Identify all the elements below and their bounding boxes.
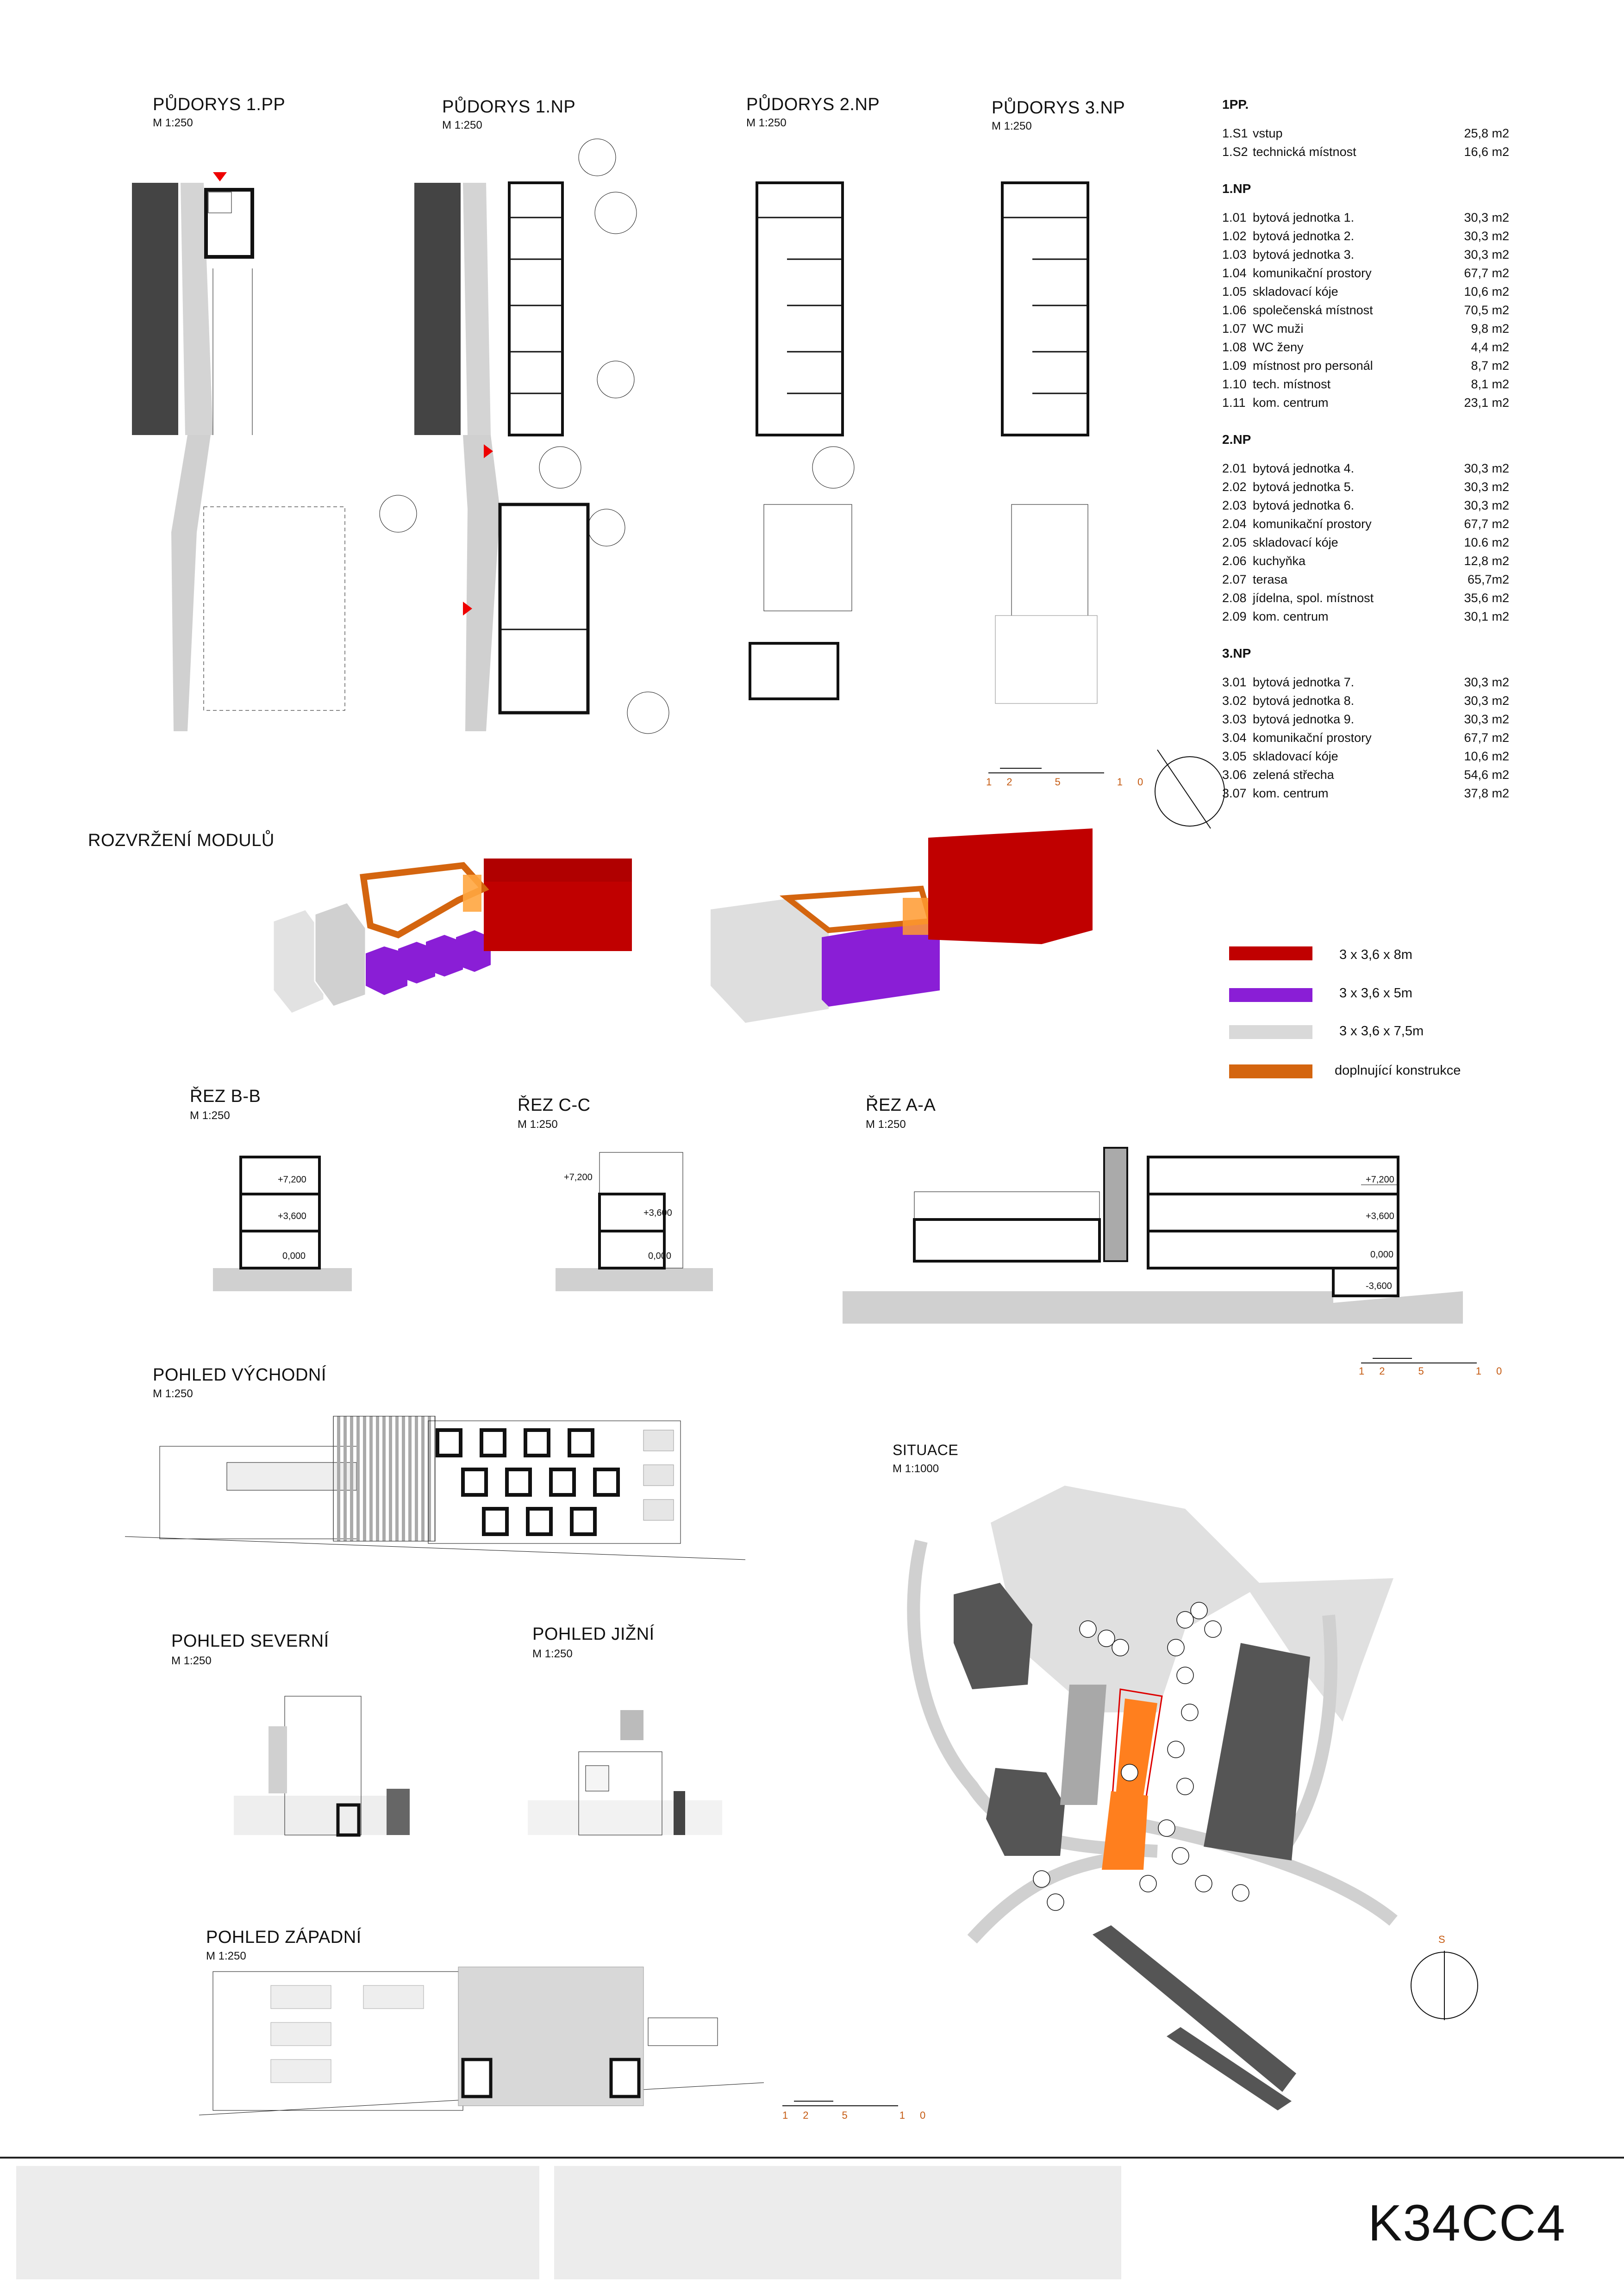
elevation-scale-east: M 1:250 (153, 1388, 193, 1400)
scale-tick: 2 (803, 2109, 824, 2121)
room-name: bytová jednotka 4. (1253, 461, 1355, 475)
level-label: +7,200 (278, 1175, 306, 1185)
level-label: -3,600 (1366, 1281, 1392, 1291)
room-code: 2.02 (1222, 479, 1247, 494)
room-area: 8,7 m2 (1471, 358, 1509, 373)
room-code: 2.09 (1222, 609, 1247, 623)
room-code: 1.09 (1222, 358, 1247, 373)
plan-title-1np: PŮDORYS 1.NP (442, 97, 576, 117)
room-code: 2.08 (1222, 591, 1247, 605)
schedule-heading: 3.NP (1222, 646, 1251, 660)
plan-scale-3np: M 1:250 (992, 120, 1032, 132)
legend-label-purple: 3 x 3,6 x 5m (1339, 986, 1412, 1001)
schedule-heading: 1.NP (1222, 181, 1251, 196)
room-area: 12,8 m2 (1464, 554, 1509, 568)
room-code: 3.01 (1222, 675, 1247, 689)
schedule-heading: 2.NP (1222, 432, 1251, 447)
room-area: 30,3 m2 (1464, 247, 1509, 261)
room-name: kom. centrum (1253, 395, 1329, 410)
room-code: 2.01 (1222, 461, 1247, 475)
room-code: 3.07 (1222, 786, 1247, 800)
room-name: kom. centrum (1253, 786, 1329, 800)
section-scale-bb: M 1:250 (190, 1109, 230, 1122)
scale-tick: 5 (842, 2109, 862, 2121)
room-code: 2.05 (1222, 535, 1247, 549)
room-area: 54,6 m2 (1464, 767, 1509, 782)
room-name: bytová jednotka 5. (1253, 479, 1355, 494)
room-area: 35,6 m2 (1464, 591, 1509, 605)
room-name: společenská místnost (1253, 303, 1373, 317)
room-area: 30,1 m2 (1464, 609, 1509, 623)
room-area: 10,6 m2 (1464, 749, 1509, 763)
elevation-scale-west: M 1:250 (206, 1950, 246, 1962)
room-area: 30,3 m2 (1464, 229, 1509, 243)
site-scale: M 1:1000 (893, 1462, 939, 1475)
legend-label-orange: doplnující konstrukce (1335, 1063, 1461, 1078)
scale-tick: 1 (1359, 1365, 1380, 1377)
level-label: +3,600 (643, 1208, 672, 1218)
schedule-heading: 1PP. (1222, 97, 1249, 112)
room-area: 30,3 m2 (1464, 479, 1509, 494)
scale-tick: 2 (1379, 1365, 1400, 1377)
scale-tick: 10 (899, 2109, 941, 2121)
plan-title-2np: PŮDORYS 2.NP (746, 95, 880, 114)
room-name: skladovací kóje (1253, 749, 1338, 763)
room-name: skladovací kóje (1253, 284, 1338, 299)
room-area: 30,3 m2 (1464, 461, 1509, 475)
section-scale-cc: M 1:250 (518, 1118, 558, 1131)
north-label: S (1438, 1934, 1445, 1945)
room-code: 1.S2 (1222, 144, 1248, 159)
room-name: komunikační prostory (1253, 516, 1372, 531)
room-code: 1.02 (1222, 229, 1247, 243)
room-area: 9,8 m2 (1471, 321, 1509, 336)
room-area: 67,7 m2 (1464, 516, 1509, 531)
plan-scale-1np: M 1:250 (442, 119, 482, 131)
room-name: terasa (1253, 572, 1288, 586)
room-area: 25,8 m2 (1464, 126, 1509, 140)
room-code: 3.03 (1222, 712, 1247, 726)
room-code: 1.S1 (1222, 126, 1248, 140)
plan-title-1pp: PŮDORYS 1.PP (153, 95, 286, 114)
elevation-title-south: POHLED JIŽNÍ (532, 1624, 655, 1644)
room-code: 3.05 (1222, 749, 1247, 763)
room-code: 2.04 (1222, 516, 1247, 531)
section-title-bb: ŘEZ B-B (190, 1087, 261, 1106)
elevation-scale-south: M 1:250 (532, 1648, 573, 1660)
room-area: 30,3 m2 (1464, 498, 1509, 512)
room-area: 65,7m2 (1467, 572, 1509, 586)
room-name: WC muži (1253, 321, 1304, 336)
elevation-title-east: POHLED VÝCHODNÍ (153, 1365, 326, 1385)
room-name: tech. místnost (1253, 377, 1331, 391)
room-name: bytová jednotka 7. (1253, 675, 1355, 689)
room-name: kuchyňka (1253, 554, 1306, 568)
legend-label-red: 3 x 3,6 x 8m (1339, 947, 1412, 962)
room-name: místnost pro personál (1253, 358, 1373, 373)
room-name: bytová jednotka 8. (1253, 693, 1355, 708)
level-label: 0,000 (648, 1251, 672, 1261)
room-area: 30,3 m2 (1464, 675, 1509, 689)
room-code: 2.07 (1222, 572, 1247, 586)
room-area: 30,3 m2 (1464, 712, 1509, 726)
room-code: 1.07 (1222, 321, 1247, 336)
level-label: +3,600 (278, 1211, 306, 1221)
plan-scale-2np: M 1:250 (746, 117, 787, 129)
room-name: komunikační prostory (1253, 266, 1372, 280)
room-name: technická místnost (1253, 144, 1356, 159)
room-name: bytová jednotka 9. (1253, 712, 1355, 726)
scale-tick: 5 (1055, 776, 1075, 788)
level-label: 0,000 (1370, 1250, 1394, 1260)
scale-tick: 2 (1006, 776, 1027, 788)
section-scale-aa: M 1:250 (866, 1118, 906, 1131)
room-name: zelená střecha (1253, 767, 1334, 782)
room-area: 16,6 m2 (1464, 144, 1509, 159)
room-name: bytová jednotka 1. (1253, 210, 1355, 224)
room-code: 1.06 (1222, 303, 1247, 317)
room-name: bytová jednotka 3. (1253, 247, 1355, 261)
room-name: kom. centrum (1253, 609, 1329, 623)
level-label: +7,200 (564, 1172, 593, 1182)
room-area: 67,7 m2 (1464, 730, 1509, 745)
north-arrow-site-icon (1411, 1951, 1478, 2020)
scale-tick: 10 (1475, 1365, 1517, 1377)
room-code: 1.04 (1222, 266, 1247, 280)
plan-title-3np: PŮDORYS 3.NP (992, 98, 1125, 118)
site-title: SITUACE (893, 1442, 959, 1458)
room-name: bytová jednotka 2. (1253, 229, 1355, 243)
room-code: 1.11 (1222, 395, 1246, 410)
plan-scale-1pp: M 1:250 (153, 117, 193, 129)
room-code: 2.03 (1222, 498, 1247, 512)
room-code: 1.08 (1222, 340, 1247, 354)
room-name: vstup (1253, 126, 1283, 140)
room-area: 8,1 m2 (1471, 377, 1509, 391)
level-label: +7,200 (1366, 1175, 1394, 1185)
title-block-field-2 (554, 2166, 1121, 2279)
room-code: 2.06 (1222, 554, 1247, 568)
room-name: skladovací kóje (1253, 535, 1338, 549)
room-code: 1.01 (1222, 210, 1247, 224)
room-area: 67,7 m2 (1464, 266, 1509, 280)
room-area: 30,3 m2 (1464, 693, 1509, 708)
sheet-code: K34CC4 (1368, 2195, 1566, 2252)
elevation-scale-north: M 1:250 (171, 1655, 212, 1667)
elevation-title-west: POHLED ZÁPADNÍ (206, 1928, 362, 1947)
room-area: 23,1 m2 (1464, 395, 1509, 410)
room-area: 37,8 m2 (1464, 786, 1509, 800)
room-code: 3.02 (1222, 693, 1247, 708)
elevation-title-north: POHLED SEVERNÍ (171, 1631, 329, 1651)
room-code: 1.10 (1222, 377, 1247, 391)
level-label: +3,600 (1366, 1211, 1394, 1221)
room-code: 3.04 (1222, 730, 1247, 745)
scale-tick: 10 (1117, 776, 1158, 788)
room-area: 30,3 m2 (1464, 210, 1509, 224)
room-area: 70,5 m2 (1464, 303, 1509, 317)
section-title-cc: ŘEZ C-C (518, 1095, 591, 1115)
modules-title: ROZVRŽENÍ MODULŮ (88, 831, 275, 850)
room-code: 1.03 (1222, 247, 1247, 261)
room-area: 4,4 m2 (1471, 340, 1509, 354)
title-block-divider (0, 2157, 1624, 2159)
room-name: WC ženy (1253, 340, 1304, 354)
room-code: 3.06 (1222, 767, 1247, 782)
room-name: bytová jednotka 6. (1253, 498, 1355, 512)
room-name: komunikační prostory (1253, 730, 1372, 745)
room-area: 10.6 m2 (1464, 535, 1509, 549)
scale-tick: 1 (986, 776, 1007, 788)
room-code: 1.05 (1222, 284, 1247, 299)
title-block-field-1 (16, 2166, 539, 2279)
level-label: 0,000 (282, 1251, 306, 1261)
room-name: jídelna, spol. místnost (1253, 591, 1374, 605)
title-block (0, 2157, 1624, 2296)
scale-tick: 1 (782, 2109, 803, 2121)
room-area: 10,6 m2 (1464, 284, 1509, 299)
legend-label-grey: 3 x 3,6 x 7,5m (1339, 1024, 1424, 1039)
section-title-aa: ŘEZ A-A (866, 1095, 936, 1115)
scale-tick: 5 (1418, 1365, 1439, 1377)
